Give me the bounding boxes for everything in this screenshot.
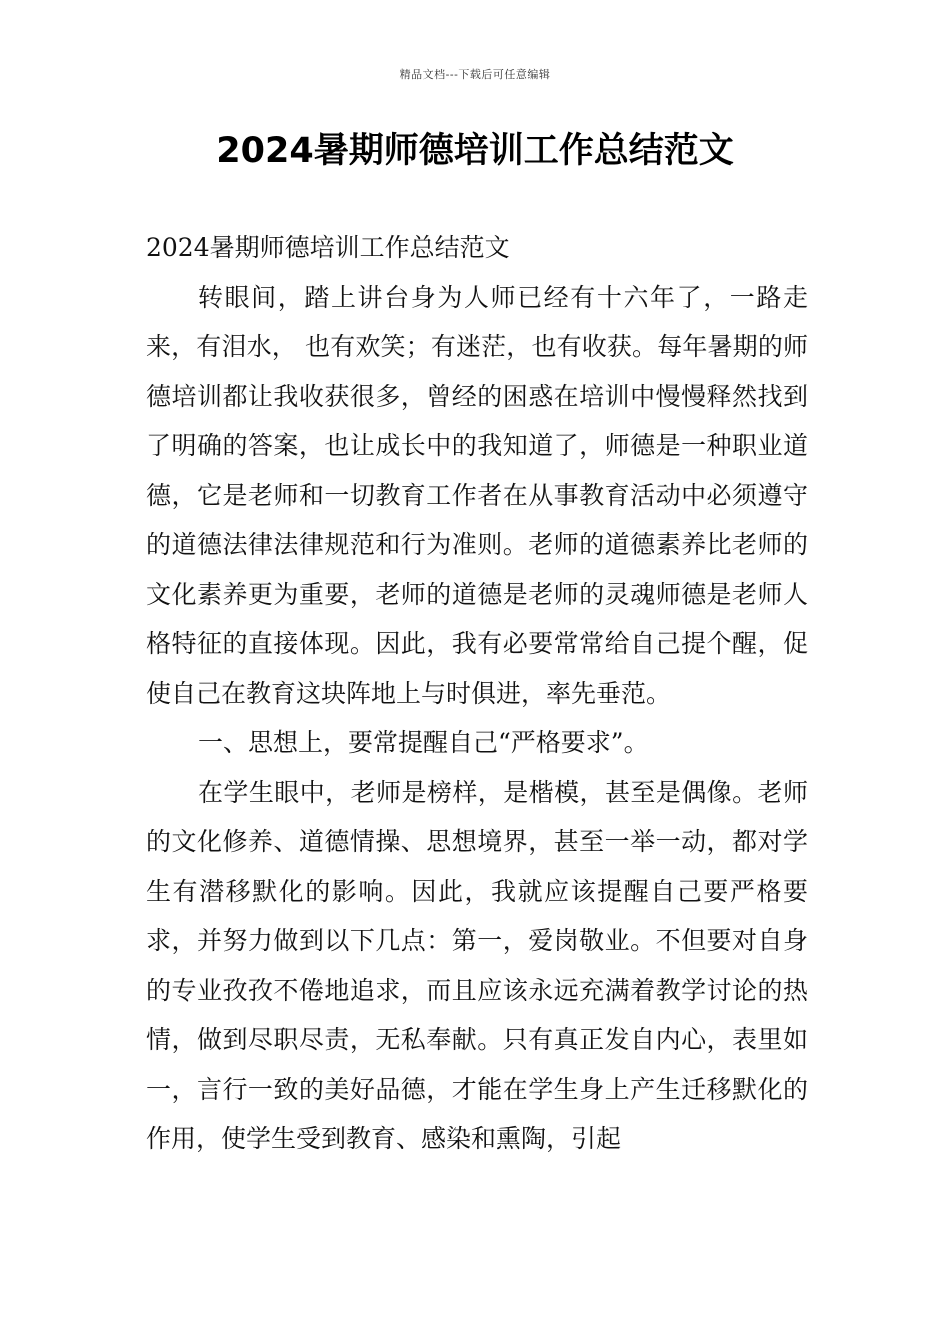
document-title: 2024暑期师德培训工作总结范文 [216, 131, 734, 171]
document-body [146, 223, 808, 1164]
document-subtitle: 2024暑期师德培训工作总结范文 [146, 233, 510, 262]
section-heading: 一、思想上，要常提醒自己“严格要求”。 [198, 728, 649, 757]
body-paragraph: 转眼间，踏上讲台身为人师已经有十六年了，一路走来，有泪水， 也有欢笑；有迷茫，也有收获。每年暑期的师德培训都让我收获很多，曾经的困惑在培训中慢慢释然找到了明确的答案，也让成长中的我知道了，师德是一种职业道德，它是老师和一切教育工作者在从事教育活动中必须遵守的道德法律法律规范和行为准则。老师的道德素养比老师的文化素养更为重要，老师的道德是老师的灵魂师德是老师人格特征的直接体现。因此，我有必要常常给自己提个醒，促使自己在教育这块阵地上与时俱进，率先垂范。 [146, 282, 808, 708]
header-note: 精品文档---下载后可任意编辑 [399, 68, 551, 81]
body-paragraph: 在学生眼中，老师是榜样，是楷模，甚至是偶像。老师的文化修养、道德情操、思想境界，甚至一举一动，都对学生有潜移默化的影响。因此，我就应该提醒自己要严格要求，并努力做到以下几点：第一，爱岗敬业。不但要对自身的专业孜孜不倦地追求，而且应该永远充满着教学讨论的热情，做到尽职尽责，无私奉献。只有真正发自内心，表里如一，言行一致的美好品德，才能在学生身上产生迁移默化的作用，使学生受到教育、感染和熏陶，引起 [146, 777, 808, 1153]
